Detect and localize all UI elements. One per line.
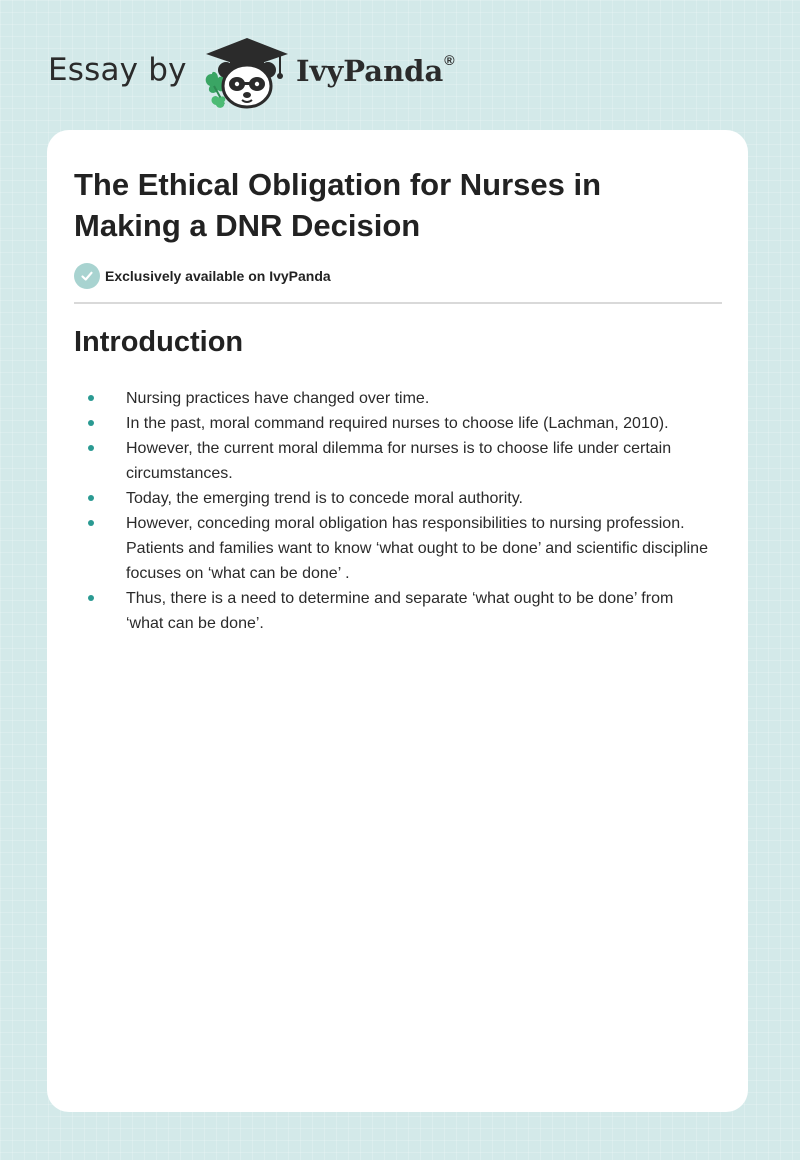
section-heading: Introduction — [74, 326, 244, 358]
brand-name — [296, 54, 455, 88]
bullet-dot — [88, 495, 94, 501]
bullet-dot — [88, 395, 94, 401]
list-item — [74, 436, 714, 486]
document-title: The Ethical Obligation for Nurses in Making a DNR Decision — [74, 167, 602, 243]
bullet-dot — [88, 420, 94, 426]
list-item-text: However, conceding moral obligation has responsibilities to nursing profession. Patients and families want to know ‘what ought to be done’ and scientific discipline focuses on ‘what can be done’ . — [126, 515, 708, 582]
registered-mark: ® — [444, 52, 455, 68]
badge-text: Exclusively available on IvyPanda — [105, 268, 331, 284]
list-item-text: Thus, there is a need to determine and separate ‘what ought to be done’ from ‘what can be done’. — [126, 590, 674, 632]
bullet-dot — [88, 445, 94, 451]
bullet-dot — [88, 595, 94, 601]
bullet-list — [74, 386, 714, 636]
essay-by-label: Essay by — [48, 52, 187, 88]
panda-graduate-icon — [202, 34, 292, 110]
document-card — [47, 130, 748, 1112]
brand-text: IvyPanda — [296, 54, 444, 88]
check-icon — [74, 263, 100, 289]
list-item — [74, 511, 714, 586]
divider — [74, 302, 722, 304]
bullet-dot — [88, 520, 94, 526]
list-item — [74, 586, 714, 636]
list-item — [74, 486, 714, 511]
exclusive-badge — [74, 263, 331, 289]
list-item-text: However, the current moral dilemma for nurses is to choose life under certain circumstances. — [126, 440, 672, 482]
list-item-text: Nursing practices have changed over time. — [126, 390, 430, 407]
list-item-text: Today, the emerging trend is to concede moral authority. — [126, 490, 523, 507]
list-item-text: In the past, moral command required nurses to choose life (Lachman, 2010). — [126, 415, 669, 432]
list-item — [74, 411, 714, 436]
list-item — [74, 386, 714, 411]
site-header — [48, 34, 508, 110]
